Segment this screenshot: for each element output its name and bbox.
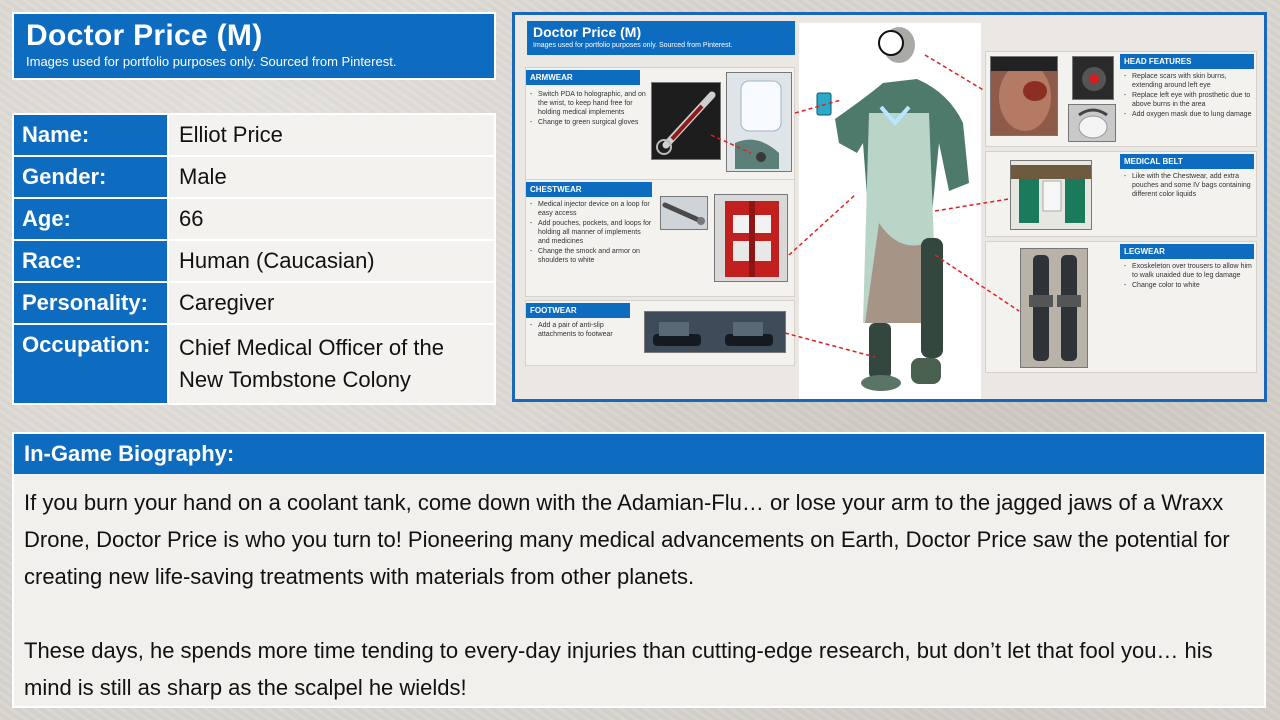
arrow-armwear [795, 100, 841, 113]
info-row-age [13, 198, 495, 240]
note-item: - Add oxygen mask due to lung damage [1124, 110, 1256, 119]
arrow-syringe [711, 135, 751, 153]
note-item: - Change to green surgical gloves [530, 118, 648, 127]
reference-title: Doctor Price (M) [533, 24, 642, 40]
legwear-heading: LEGWEAR [1120, 244, 1254, 259]
biography-paragraph: If you burn your hand on a coolant tank, come down with the Adamian-Flu… or lose your arm to the jagged jaws of a Wraxx Drone, Doctor Price is who you turn to! Pioneering many medical advancements on Earth, Doctor Price saw the potential for creating new life-saving treatments with materials from other planets. [24, 490, 1230, 589]
info-label: Age: [13, 198, 168, 240]
arrow-footwear [785, 333, 875, 357]
medical-belt-heading: MEDICAL BELT [1120, 154, 1254, 169]
arrow-chestwear [789, 195, 855, 255]
info-row-personality [13, 282, 495, 324]
head-features-heading: HEAD FEATURES [1120, 54, 1254, 69]
note-item: - Change color to white [1124, 281, 1254, 290]
arrow-belt [935, 199, 1009, 211]
info-value: Caregiver [168, 282, 495, 324]
info-row-race [13, 240, 495, 282]
title-panel [12, 12, 496, 80]
page-subtitle: Images used for portfolio purposes only. Sourced from Pinterest. [26, 54, 397, 69]
info-value: Human (Caucasian) [168, 240, 495, 282]
info-value: Chief Medical Officer of the New Tombstone Colony [168, 324, 495, 404]
info-label: Race: [13, 240, 168, 282]
chestwear-heading: CHESTWEAR [526, 182, 652, 197]
info-label: Gender: [13, 156, 168, 198]
biography-paragraph: These days, he spends more time tending to every-day injuries than cutting-edge research, but don’t let that fool you… his mind is still as sharp as the scalpel he wields! [24, 638, 1213, 700]
biography-heading: In-Game Biography: [14, 434, 1264, 474]
character-info-table [12, 113, 496, 405]
info-row-name [13, 114, 495, 156]
info-value: 66 [168, 198, 495, 240]
reference-subtitle: Images used for portfolio purposes only. Sourced from Pinterest. [533, 42, 733, 49]
note-item: - Add pouches, pockets, and loops for holding all manner of implements and medicines [530, 219, 654, 246]
info-value: Elliot Price [168, 114, 495, 156]
arrow-head [925, 55, 985, 91]
info-row-gender [13, 156, 495, 198]
footwear-heading: FOOTWEAR [526, 303, 630, 318]
biography-panel [12, 432, 1266, 708]
note-item: - Add a pair of anti-slip attachments to footwear [530, 321, 630, 339]
note-item: - Switch PDA to holographic, and on the wrist, to keep hand free for holding medical implements [530, 90, 648, 117]
note-item: - Medical injector device on a loop for easy access [530, 200, 654, 218]
note-item: - Change the smock and armor on shoulders to white [530, 247, 654, 265]
note-item: - Replace scars with skin burns, extending around left eye [1124, 72, 1256, 90]
info-label: Occupation: [13, 324, 168, 404]
character-reference-sheet [512, 12, 1267, 402]
page-title: Doctor Price (M) [26, 19, 263, 52]
armwear-heading: ARMWEAR [526, 70, 640, 85]
annotation-arrows [515, 15, 1264, 399]
biography-body [14, 474, 1264, 706]
note-item: - Replace left eye with prosthetic due to above burns in the area [1124, 91, 1256, 109]
note-item: - Exoskeleton over trousers to allow him to walk unaided due to leg damage [1124, 262, 1254, 280]
arrow-legwear [935, 255, 1019, 311]
info-row-occupation [13, 324, 495, 404]
note-item: - Like with the Chestwear, add extra pouches and some IV bags containing different color liquids [1124, 172, 1254, 199]
info-label: Name: [13, 114, 168, 156]
info-value: Male [168, 156, 495, 198]
info-label: Personality: [13, 282, 168, 324]
